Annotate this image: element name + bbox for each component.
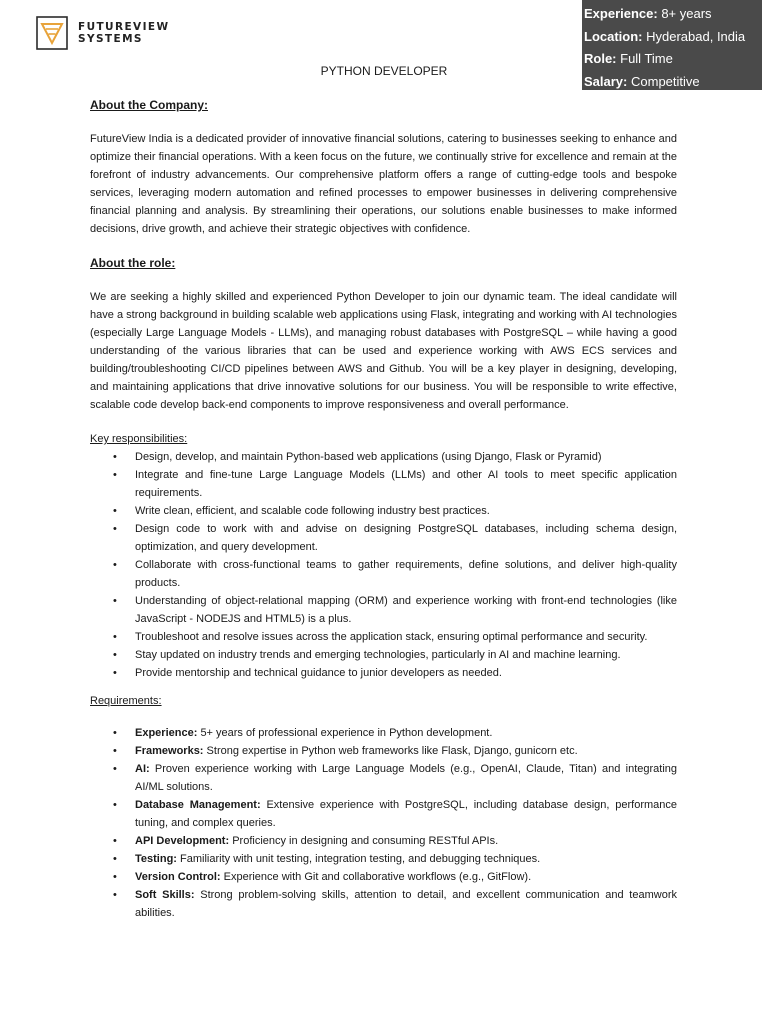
requirement-label: Experience: (135, 727, 198, 739)
document-body (90, 96, 677, 922)
about-company-text: FutureView India is a dedicated provider of innovative financial solutions, catering to businesses seeking to enhance and optimize their financial operations. With a keen focus on the future, we continually strive for excellence and remain at the forefront of industry advancements. Our comprehensive platform offers a range of cutting-edge tools and bespoke services, leveraging modern automation and refined processes to empower businesses in delivering comprehensive financial planning and analysis. By streamlining their operations, our solutions enable businesses to make informed decisions, drive growth, and achieve their strategic objectives with confidence. (90, 133, 677, 235)
requirement-label: AI: (135, 763, 150, 775)
info-label: Salary: (584, 73, 628, 89)
company-logo (36, 16, 169, 50)
logo-line2: SYSTEMS (78, 33, 143, 45)
requirement-text: Proven experience working with Large Language Models (e.g., OpenAI, Claude, Titan) and integrating AI/ML solutions. (135, 763, 677, 793)
info-value: Competitive (631, 73, 700, 89)
page-title: PYTHON DEVELOPER (320, 64, 448, 78)
list-item: • Understanding of object-relational mapping (ORM) and experience working with front-end technologies (like JavaScript - NODEJS and HTML5) is a plus. (90, 592, 677, 628)
responsibilities-heading: Key responsibilities: (90, 433, 188, 445)
requirement-label: Soft Skills: (135, 889, 195, 901)
list-item: • Integrate and fine-tune Large Language Models (LLMs) and other AI tools to meet specific application requirements. (90, 466, 677, 502)
requirement-text: Extensive experience with PostgreSQL, including database design, performance tuning, and complex queries. (135, 799, 678, 829)
requirement-text: Proficiency in designing and consuming RESTful APIs. (232, 835, 499, 847)
requirement-label: API Development: (135, 835, 230, 847)
list-item (90, 760, 677, 796)
about-company-heading: About the Company: (90, 98, 208, 112)
requirement-text: Experience with Git and collaborative workflows (e.g., GitFlow). (223, 871, 532, 883)
list-item: • Provide mentorship and technical guidance to junior developers as needed. (90, 664, 677, 682)
requirement-label: Testing: (135, 853, 177, 865)
futureview-logo-icon (36, 16, 68, 50)
info-value: 8+ years (661, 6, 712, 21)
requirement-label: Version Control: (135, 871, 221, 883)
list-item (90, 886, 677, 922)
requirement-label: Frameworks: (135, 745, 204, 757)
list-item (90, 796, 677, 832)
list-item (90, 742, 677, 760)
list-item (90, 868, 677, 886)
list-item: • Design code to work with and advise on designing PostgreSQL databases, including schema design, optimization, and query development. (90, 520, 677, 556)
logo-wordmark (78, 21, 169, 45)
about-role-heading: About the role: (90, 256, 176, 270)
requirements-list (90, 724, 677, 922)
requirement-text: Familiarity with unit testing, integration testing, and debugging techniques. (180, 853, 541, 865)
logo-line1: FUTUREVIEW (78, 21, 170, 33)
list-item (90, 724, 677, 742)
info-label: Role: (584, 51, 617, 66)
info-value: Full Time (620, 51, 673, 66)
list-item: • Stay updated on industry trends and emerging technologies, particularly in AI and machine learning. (90, 646, 677, 664)
about-role-text: We are seeking a highly skilled and experienced Python Developer to join our dynamic team. The ideal candidate will have a strong background in building scalable web applications using Flask, integrating and working with AI technologies (especially Large Language Models - LLMs), and managing robust databases with PostgreSQL – while having a good understanding of the various libraries that can be used and experience working with AWS ECS services and building/troubleshooting CI/CD pipelines between AWS and Github. You will be a key player in designing, developing, and maintaining applications that drive innovative solutions for our business. You will be responsible to write effective, scalable code develop back-end components to improve responsiveness and overall performance. (90, 291, 677, 411)
responsibilities-list (90, 448, 677, 682)
list-item (90, 850, 677, 868)
info-label: Experience: (584, 6, 658, 21)
requirement-text: Strong expertise in Python web frameworks like Flask, Django, gunicorn etc. (206, 745, 578, 757)
list-item: • Collaborate with cross-functional teams to gather requirements, define solutions, and deliver high-quality products. (90, 556, 677, 592)
requirement-label: Database Management: (135, 799, 261, 811)
requirement-text: 5+ years of professional experience in Python development. (200, 727, 493, 739)
info-value: Hyderabad, India (646, 28, 746, 44)
list-item: • Design, develop, and maintain Python-based web applications (using Django, Flask or Pyramid) (90, 448, 677, 466)
info-label: Location: (584, 28, 643, 44)
list-item: • Troubleshoot and resolve issues across the application stack, ensuring optimal performance and security. (90, 628, 677, 646)
list-item: • Write clean, efficient, and scalable code following industry best practices. (90, 502, 677, 520)
info-experience (584, 4, 762, 27)
requirements-heading: Requirements: (90, 695, 162, 707)
list-item (90, 832, 677, 850)
info-location (584, 27, 762, 50)
requirement-text: Strong problem-solving skills, attention to detail, and excellent communication and teamwork abilities. (135, 889, 677, 919)
